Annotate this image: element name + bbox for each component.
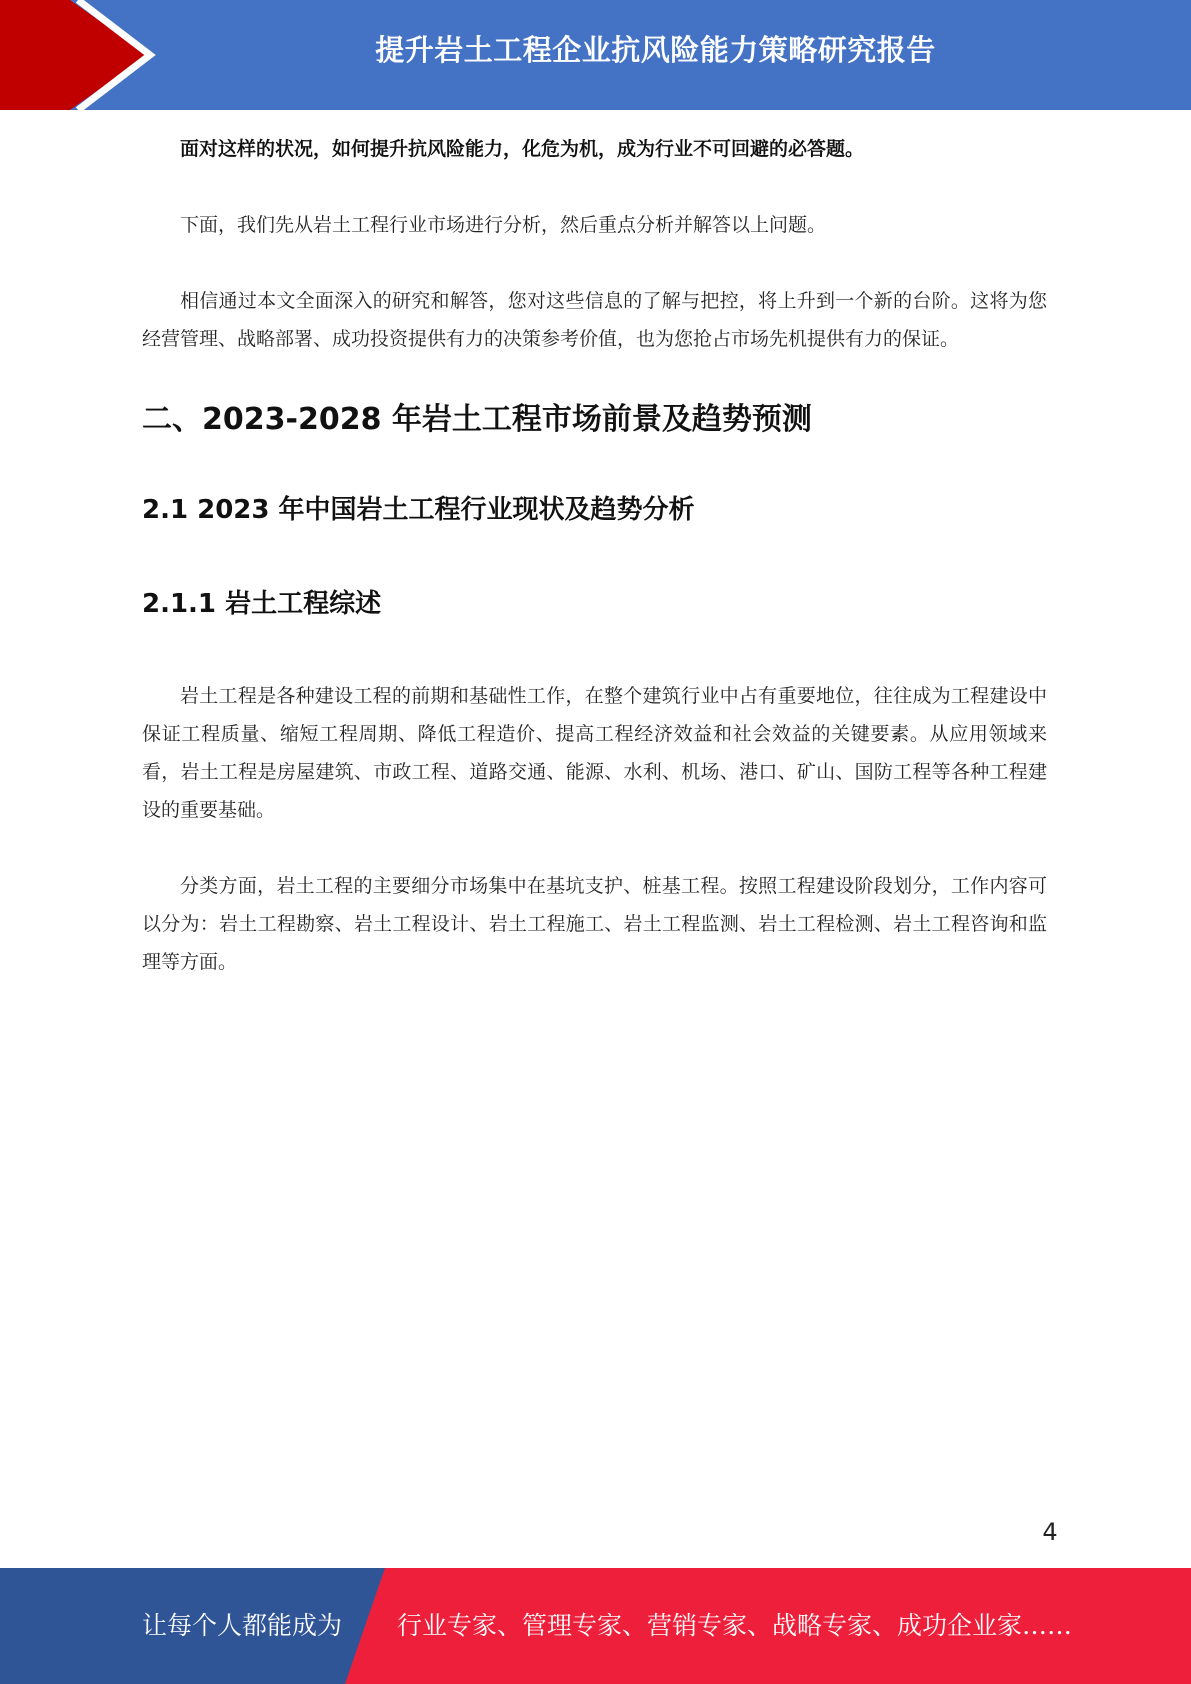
footer-slogan-left: 让每个人都能成为	[142, 1611, 343, 1640]
subsubsection-heading: 2.1.1 岩土工程综述	[142, 589, 382, 619]
report-title: 提升岩土工程企业抗风险能力策略研究报告	[375, 33, 936, 67]
overview-paragraph-1: 岩土工程是各种建设工程的前期和基础性工作，在整个建筑行业中占有重要地位，往往成为工程建设中保证工程质量、缩短工程周期、降低工程造价、提高工程经济效益和社会效益的关键要素。从应用领域来看，岩土工程是房屋建筑、市政工程、道路交通、能源、水利、机场、港口、矿山、国防工程等各种工程建设的重要基础。	[142, 685, 1047, 821]
section-heading: 二、2023-2028 年岩土工程市场前景及趋势预测	[142, 402, 812, 437]
overview-paragraph-2: 分类方面，岩土工程的主要细分市场集中在基坑支护、桩基工程。按照工程建设阶段划分，工作内容可以分为：岩土工程勘察、岩土工程设计、岩土工程施工、岩土工程监测、岩土工程检测、岩土工程咨询和监理等方面。	[142, 875, 1047, 973]
header-chevron-decoration	[0, 0, 160, 110]
page-number: 4	[1042, 1518, 1058, 1546]
intro-paragraph-2: 下面，我们先从岩土工程行业市场进行分析，然后重点分析并解答以上问题。	[180, 214, 827, 236]
footer-banner	[0, 1568, 1191, 1684]
subsection-heading: 2.1 2023 年中国岩土工程行业现状及趋势分析	[142, 495, 695, 525]
intro-paragraph-3: 相信通过本文全面深入的研究和解答，您对这些信息的了解与把控，将上升到一个新的台阶。这将为您经营管理、战略部署、成功投资提供有力的决策参考价值，也为您抢占市场先机提供有力的保证。	[142, 290, 1047, 350]
intro-bold-paragraph: 面对这样的状况，如何提升抗风险能力，化危为机，成为行业不可回避的必答题。	[180, 138, 865, 160]
document-body	[142, 130, 1047, 981]
header-banner	[0, 0, 1191, 110]
footer-slogan-right: 行业专家、管理专家、营销专家、战略专家、成功企业家……	[397, 1611, 1073, 1640]
header-red-chevron	[0, 0, 148, 110]
